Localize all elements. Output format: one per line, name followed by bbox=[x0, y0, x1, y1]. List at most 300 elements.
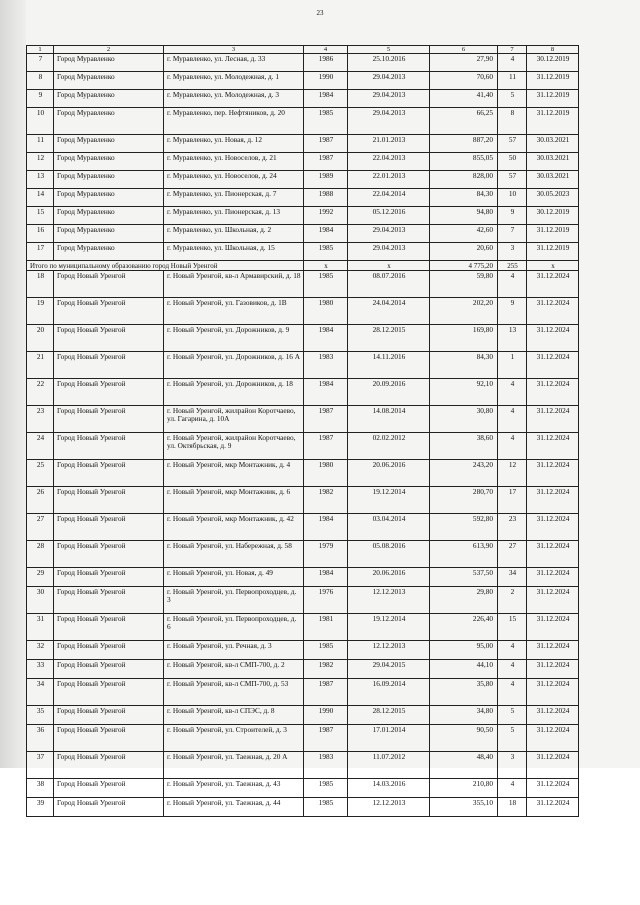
address: г. Новый Уренгой, жилрайон Коротчаево, ул. Октябрьская, д. 9 bbox=[164, 433, 304, 460]
recognition-date: 29.04.2013 bbox=[348, 243, 430, 261]
build-year: 1985 bbox=[304, 798, 348, 817]
table-row bbox=[27, 752, 579, 779]
table-row bbox=[27, 514, 579, 541]
address: г. Муравленко, ул. Новая, д. 12 bbox=[164, 135, 304, 153]
residents-count: 2 bbox=[498, 587, 527, 614]
recognition-date: 02.02.2012 bbox=[348, 433, 430, 460]
table-row bbox=[27, 587, 579, 614]
row-number: 24 bbox=[27, 433, 54, 460]
address: г. Новый Уренгой, ул. Дорожников, д. 18 bbox=[164, 379, 304, 406]
build-year: 1984 bbox=[304, 379, 348, 406]
recognition-date: 11.07.2012 bbox=[348, 752, 430, 779]
address: г. Муравленко, ул. Молодежная, д. 1 bbox=[164, 72, 304, 90]
table-row bbox=[27, 153, 579, 171]
area: 35,80 bbox=[430, 679, 498, 706]
total-area: 4 775,20 bbox=[430, 261, 498, 271]
municipality: Город Новый Уренгой bbox=[54, 568, 164, 587]
address: г. Новый Уренгой, мкр Монтажник, д. 4 bbox=[164, 460, 304, 487]
table-row bbox=[27, 225, 579, 243]
relocation-deadline: 31.12.2019 bbox=[527, 243, 579, 261]
municipality: Город Муравленко bbox=[54, 153, 164, 171]
build-year: 1983 bbox=[304, 752, 348, 779]
total-row bbox=[27, 261, 579, 271]
area: 94,80 bbox=[430, 207, 498, 225]
build-year: 1982 bbox=[304, 660, 348, 679]
address: г. Новый Уренгой, кв-л Армавирский, д. 18 bbox=[164, 271, 304, 298]
table-row bbox=[27, 108, 579, 135]
relocation-deadline: 30.12.2019 bbox=[527, 207, 579, 225]
residents-count: 17 bbox=[498, 487, 527, 514]
address: г. Муравленко, ул. Молодежная, д. 3 bbox=[164, 90, 304, 108]
relocation-deadline: 31.12.2019 bbox=[527, 108, 579, 135]
area: 84,30 bbox=[430, 352, 498, 379]
row-number: 18 bbox=[27, 271, 54, 298]
column-number-6: 6 bbox=[430, 46, 498, 54]
table-row bbox=[27, 171, 579, 189]
municipality: Город Муравленко bbox=[54, 243, 164, 261]
municipality: Город Новый Уренгой bbox=[54, 541, 164, 568]
build-year: 1987 bbox=[304, 679, 348, 706]
municipality: Город Новый Уренгой bbox=[54, 406, 164, 433]
relocation-deadline: 31.12.2024 bbox=[527, 660, 579, 679]
row-number: 27 bbox=[27, 514, 54, 541]
relocation-deadline: 31.12.2024 bbox=[527, 379, 579, 406]
recognition-date: 14.11.2016 bbox=[348, 352, 430, 379]
address: г. Новый Уренгой, кв-л СМП-700, д. 2 bbox=[164, 660, 304, 679]
area: 243,20 bbox=[430, 460, 498, 487]
municipality: Город Новый Уренгой bbox=[54, 706, 164, 725]
relocation-deadline: 31.12.2024 bbox=[527, 433, 579, 460]
recognition-date: 12.12.2013 bbox=[348, 587, 430, 614]
area: 70,60 bbox=[430, 72, 498, 90]
build-year: 1984 bbox=[304, 225, 348, 243]
address: г. Новый Уренгой, ул. Дорожников, д. 16 А bbox=[164, 352, 304, 379]
total-date: x bbox=[348, 261, 430, 271]
residents-count: 4 bbox=[498, 379, 527, 406]
municipality: Город Новый Уренгой bbox=[54, 325, 164, 352]
municipality: Город Новый Уренгой bbox=[54, 679, 164, 706]
column-number-1: 1 bbox=[27, 46, 54, 54]
recognition-date: 28.12.2015 bbox=[348, 706, 430, 725]
residents-count: 4 bbox=[498, 641, 527, 660]
residents-count: 9 bbox=[498, 298, 527, 325]
column-number-4: 4 bbox=[304, 46, 348, 54]
relocation-deadline: 31.12.2024 bbox=[527, 752, 579, 779]
table-row bbox=[27, 54, 579, 72]
address: г. Муравленко, ул. Школьная, д. 2 bbox=[164, 225, 304, 243]
area: 59,80 bbox=[430, 271, 498, 298]
recognition-date: 29.04.2013 bbox=[348, 72, 430, 90]
residents-count: 57 bbox=[498, 171, 527, 189]
address: г. Новый Уренгой, ул. Дорожников, д. 9 bbox=[164, 325, 304, 352]
column-number-8: 8 bbox=[527, 46, 579, 54]
recognition-date: 05.12.2016 bbox=[348, 207, 430, 225]
relocation-deadline: 30.05.2023 bbox=[527, 189, 579, 207]
build-year: 1989 bbox=[304, 171, 348, 189]
table-row bbox=[27, 243, 579, 261]
relocation-deadline: 31.12.2024 bbox=[527, 460, 579, 487]
residents-count: 57 bbox=[498, 135, 527, 153]
build-year: 1986 bbox=[304, 54, 348, 72]
area: 27,90 bbox=[430, 54, 498, 72]
scan-edge bbox=[0, 0, 26, 768]
municipality: Город Муравленко bbox=[54, 135, 164, 153]
area: 210,80 bbox=[430, 779, 498, 798]
housing-table bbox=[26, 45, 579, 817]
area: 828,00 bbox=[430, 171, 498, 189]
table-row bbox=[27, 568, 579, 587]
table-row bbox=[27, 660, 579, 679]
recognition-date: 20.06.2016 bbox=[348, 568, 430, 587]
municipality: Город Муравленко bbox=[54, 171, 164, 189]
residents-count: 3 bbox=[498, 243, 527, 261]
municipality: Город Новый Уренгой bbox=[54, 641, 164, 660]
row-number: 33 bbox=[27, 660, 54, 679]
residents-count: 13 bbox=[498, 325, 527, 352]
build-year: 1980 bbox=[304, 298, 348, 325]
build-year: 1985 bbox=[304, 108, 348, 135]
recognition-date: 20.06.2016 bbox=[348, 460, 430, 487]
residents-count: 10 bbox=[498, 189, 527, 207]
build-year: 1987 bbox=[304, 135, 348, 153]
relocation-deadline: 31.12.2019 bbox=[527, 90, 579, 108]
row-number: 8 bbox=[27, 72, 54, 90]
residents-count: 1 bbox=[498, 352, 527, 379]
area: 38,60 bbox=[430, 433, 498, 460]
municipality: Город Новый Уренгой bbox=[54, 271, 164, 298]
table-row bbox=[27, 614, 579, 641]
area: 592,80 bbox=[430, 514, 498, 541]
recognition-date: 16.09.2014 bbox=[348, 679, 430, 706]
residents-count: 4 bbox=[498, 660, 527, 679]
table-row bbox=[27, 725, 579, 752]
relocation-deadline: 31.12.2024 bbox=[527, 725, 579, 752]
relocation-deadline: 31.12.2024 bbox=[527, 298, 579, 325]
residents-count: 50 bbox=[498, 153, 527, 171]
municipality: Город Муравленко bbox=[54, 72, 164, 90]
area: 29,80 bbox=[430, 587, 498, 614]
recognition-date: 22.04.2014 bbox=[348, 189, 430, 207]
build-year: 1976 bbox=[304, 587, 348, 614]
build-year: 1990 bbox=[304, 706, 348, 725]
relocation-deadline: 30.03.2021 bbox=[527, 135, 579, 153]
area: 169,80 bbox=[430, 325, 498, 352]
municipality: Город Новый Уренгой bbox=[54, 379, 164, 406]
address: г. Новый Уренгой, кв-л СМП-700, д. 53 bbox=[164, 679, 304, 706]
row-number: 36 bbox=[27, 725, 54, 752]
relocation-deadline: 31.12.2024 bbox=[527, 641, 579, 660]
municipality: Город Новый Уренгой bbox=[54, 352, 164, 379]
table-row bbox=[27, 641, 579, 660]
relocation-deadline: 31.12.2024 bbox=[527, 541, 579, 568]
municipality: Город Новый Уренгой bbox=[54, 798, 164, 817]
recognition-date: 14.08.2014 bbox=[348, 406, 430, 433]
address: г. Муравленко, ул. Лесная, д. 33 bbox=[164, 54, 304, 72]
address: г. Новый Уренгой, ул. Набережная, д. 58 bbox=[164, 541, 304, 568]
relocation-deadline: 31.12.2024 bbox=[527, 614, 579, 641]
relocation-deadline: 31.12.2024 bbox=[527, 352, 579, 379]
recognition-date: 05.08.2016 bbox=[348, 541, 430, 568]
relocation-deadline: 30.12.2019 bbox=[527, 54, 579, 72]
area: 44,10 bbox=[430, 660, 498, 679]
municipality: Город Муравленко bbox=[54, 225, 164, 243]
build-year: 1992 bbox=[304, 207, 348, 225]
address: г. Новый Уренгой, ул. Первопроходцев, д. 6 bbox=[164, 614, 304, 641]
relocation-deadline: 30.03.2021 bbox=[527, 153, 579, 171]
row-number: 38 bbox=[27, 779, 54, 798]
municipality: Город Муравленко bbox=[54, 54, 164, 72]
row-number: 34 bbox=[27, 679, 54, 706]
relocation-deadline: 31.12.2019 bbox=[527, 225, 579, 243]
recognition-date: 21.01.2013 bbox=[348, 135, 430, 153]
address: г. Новый Уренгой, ул. Речная, д. 3 bbox=[164, 641, 304, 660]
build-year: 1984 bbox=[304, 568, 348, 587]
recognition-date: 19.12.2014 bbox=[348, 614, 430, 641]
recognition-date: 25.10.2016 bbox=[348, 54, 430, 72]
recognition-date: 29.04.2013 bbox=[348, 90, 430, 108]
row-number: 11 bbox=[27, 135, 54, 153]
address: г. Муравленко, ул. Новоселов, д. 21 bbox=[164, 153, 304, 171]
total-deadline: x bbox=[527, 261, 579, 271]
area: 202,20 bbox=[430, 298, 498, 325]
build-year: 1990 bbox=[304, 72, 348, 90]
recognition-date: 03.04.2014 bbox=[348, 514, 430, 541]
area: 226,40 bbox=[430, 614, 498, 641]
address: г. Муравленко, пер. Нефтяников, д. 20 bbox=[164, 108, 304, 135]
row-number: 35 bbox=[27, 706, 54, 725]
row-number: 14 bbox=[27, 189, 54, 207]
area: 66,25 bbox=[430, 108, 498, 135]
table-row bbox=[27, 72, 579, 90]
municipality: Город Новый Уренгой bbox=[54, 660, 164, 679]
address: г. Новый Уренгой, ул. Таежная, д. 44 bbox=[164, 798, 304, 817]
address: г. Новый Уренгой, ул. Газовиков, д. 1В bbox=[164, 298, 304, 325]
municipality: Город Новый Уренгой bbox=[54, 298, 164, 325]
residents-count: 27 bbox=[498, 541, 527, 568]
address: г. Новый Уренгой, мкр Монтажник, д. 42 bbox=[164, 514, 304, 541]
area: 280,70 bbox=[430, 487, 498, 514]
residents-count: 4 bbox=[498, 779, 527, 798]
column-number-row bbox=[27, 46, 579, 54]
municipality: Город Новый Уренгой bbox=[54, 487, 164, 514]
recognition-date: 22.01.2013 bbox=[348, 171, 430, 189]
build-year: 1987 bbox=[304, 433, 348, 460]
row-number: 21 bbox=[27, 352, 54, 379]
area: 34,80 bbox=[430, 706, 498, 725]
column-number-3: 3 bbox=[164, 46, 304, 54]
municipality: Город Муравленко bbox=[54, 90, 164, 108]
area: 48,40 bbox=[430, 752, 498, 779]
address: г. Муравленко, ул. Пионерская, д. 13 bbox=[164, 207, 304, 225]
area: 95,00 bbox=[430, 641, 498, 660]
address: г. Новый Уренгой, ул. Новая, д. 49 bbox=[164, 568, 304, 587]
row-number: 7 bbox=[27, 54, 54, 72]
residents-count: 15 bbox=[498, 614, 527, 641]
total-year: x bbox=[304, 261, 348, 271]
area: 42,60 bbox=[430, 225, 498, 243]
build-year: 1982 bbox=[304, 487, 348, 514]
municipality: Город Муравленко bbox=[54, 207, 164, 225]
row-number: 30 bbox=[27, 587, 54, 614]
table-row bbox=[27, 189, 579, 207]
row-number: 25 bbox=[27, 460, 54, 487]
total-label: Итого по муниципальному образованию город Новый Уренгой bbox=[27, 261, 304, 271]
residents-count: 5 bbox=[498, 706, 527, 725]
residents-count: 4 bbox=[498, 406, 527, 433]
relocation-deadline: 31.12.2024 bbox=[527, 798, 579, 817]
recognition-date: 12.12.2013 bbox=[348, 798, 430, 817]
table-row bbox=[27, 207, 579, 225]
build-year: 1987 bbox=[304, 153, 348, 171]
relocation-deadline: 31.12.2019 bbox=[527, 72, 579, 90]
column-number-7: 7 bbox=[498, 46, 527, 54]
row-number: 26 bbox=[27, 487, 54, 514]
residents-count: 18 bbox=[498, 798, 527, 817]
row-number: 37 bbox=[27, 752, 54, 779]
residents-count: 4 bbox=[498, 679, 527, 706]
page-number: 23 bbox=[316, 9, 324, 17]
row-number: 32 bbox=[27, 641, 54, 660]
area: 30,80 bbox=[430, 406, 498, 433]
recognition-date: 29.04.2013 bbox=[348, 225, 430, 243]
residents-count: 34 bbox=[498, 568, 527, 587]
table-row bbox=[27, 352, 579, 379]
relocation-deadline: 31.12.2024 bbox=[527, 587, 579, 614]
row-number: 31 bbox=[27, 614, 54, 641]
residents-count: 5 bbox=[498, 725, 527, 752]
build-year: 1984 bbox=[304, 90, 348, 108]
municipality: Город Новый Уренгой bbox=[54, 587, 164, 614]
municipality: Город Муравленко bbox=[54, 189, 164, 207]
residents-count: 11 bbox=[498, 72, 527, 90]
recognition-date: 28.12.2015 bbox=[348, 325, 430, 352]
row-number: 28 bbox=[27, 541, 54, 568]
recognition-date: 22.04.2013 bbox=[348, 153, 430, 171]
build-year: 1983 bbox=[304, 352, 348, 379]
address: г. Новый Уренгой, ул. Строителей, д. 3 bbox=[164, 725, 304, 752]
table-row bbox=[27, 379, 579, 406]
residents-count: 7 bbox=[498, 225, 527, 243]
row-number: 15 bbox=[27, 207, 54, 225]
table-row bbox=[27, 406, 579, 433]
row-number: 17 bbox=[27, 243, 54, 261]
row-number: 9 bbox=[27, 90, 54, 108]
address: г. Новый Уренгой, ул. Таежная, д. 43 bbox=[164, 779, 304, 798]
address: г. Новый Уренгой, ул. Таежная, д. 20 А bbox=[164, 752, 304, 779]
build-year: 1980 bbox=[304, 460, 348, 487]
table-row bbox=[27, 706, 579, 725]
table-row bbox=[27, 798, 579, 817]
row-number: 20 bbox=[27, 325, 54, 352]
total-qty: 255 bbox=[498, 261, 527, 271]
build-year: 1988 bbox=[304, 189, 348, 207]
relocation-deadline: 31.12.2024 bbox=[527, 514, 579, 541]
table-row bbox=[27, 541, 579, 568]
residents-count: 4 bbox=[498, 433, 527, 460]
residents-count: 4 bbox=[498, 54, 527, 72]
table-row bbox=[27, 271, 579, 298]
municipality: Город Новый Уренгой bbox=[54, 460, 164, 487]
row-number: 12 bbox=[27, 153, 54, 171]
table-row bbox=[27, 487, 579, 514]
municipality: Город Муравленко bbox=[54, 108, 164, 135]
recognition-date: 24.04.2014 bbox=[348, 298, 430, 325]
table-row bbox=[27, 298, 579, 325]
row-number: 23 bbox=[27, 406, 54, 433]
address: г. Новый Уренгой, ул. Первопроходцев, д. 3 bbox=[164, 587, 304, 614]
recognition-date: 29.04.2013 bbox=[348, 108, 430, 135]
area: 41,40 bbox=[430, 90, 498, 108]
table-row bbox=[27, 325, 579, 352]
residents-count: 23 bbox=[498, 514, 527, 541]
table-row bbox=[27, 679, 579, 706]
row-number: 16 bbox=[27, 225, 54, 243]
residents-count: 12 bbox=[498, 460, 527, 487]
row-number: 13 bbox=[27, 171, 54, 189]
build-year: 1981 bbox=[304, 614, 348, 641]
recognition-date: 19.12.2014 bbox=[348, 487, 430, 514]
address: г. Новый Уренгой, жилрайон Коротчаево, ул. Гагарина, д. 10А bbox=[164, 406, 304, 433]
build-year: 1985 bbox=[304, 271, 348, 298]
build-year: 1985 bbox=[304, 779, 348, 798]
residents-count: 3 bbox=[498, 752, 527, 779]
relocation-deadline: 31.12.2024 bbox=[527, 568, 579, 587]
relocation-deadline: 30.03.2021 bbox=[527, 171, 579, 189]
municipality: Город Новый Уренгой bbox=[54, 614, 164, 641]
build-year: 1979 bbox=[304, 541, 348, 568]
area: 613,90 bbox=[430, 541, 498, 568]
column-number-2: 2 bbox=[54, 46, 164, 54]
municipality: Город Новый Уренгой bbox=[54, 514, 164, 541]
recognition-date: 17.01.2014 bbox=[348, 725, 430, 752]
row-number: 39 bbox=[27, 798, 54, 817]
build-year: 1985 bbox=[304, 641, 348, 660]
table-row bbox=[27, 433, 579, 460]
area: 537,50 bbox=[430, 568, 498, 587]
row-number: 29 bbox=[27, 568, 54, 587]
residents-count: 4 bbox=[498, 271, 527, 298]
build-year: 1984 bbox=[304, 514, 348, 541]
recognition-date: 08.07.2016 bbox=[348, 271, 430, 298]
row-number: 22 bbox=[27, 379, 54, 406]
residents-count: 9 bbox=[498, 207, 527, 225]
municipality: Город Новый Уренгой bbox=[54, 779, 164, 798]
relocation-deadline: 31.12.2024 bbox=[527, 706, 579, 725]
table-row bbox=[27, 779, 579, 798]
area: 20,60 bbox=[430, 243, 498, 261]
area: 84,30 bbox=[430, 189, 498, 207]
area: 855,05 bbox=[430, 153, 498, 171]
area: 887,20 bbox=[430, 135, 498, 153]
recognition-date: 29.04.2015 bbox=[348, 660, 430, 679]
recognition-date: 20.09.2016 bbox=[348, 379, 430, 406]
area: 355,10 bbox=[430, 798, 498, 817]
area: 90,50 bbox=[430, 725, 498, 752]
recognition-date: 14.03.2016 bbox=[348, 779, 430, 798]
relocation-deadline: 31.12.2024 bbox=[527, 325, 579, 352]
relocation-deadline: 31.12.2024 bbox=[527, 487, 579, 514]
municipality: Город Новый Уренгой bbox=[54, 725, 164, 752]
municipality: Город Новый Уренгой bbox=[54, 433, 164, 460]
table-row bbox=[27, 460, 579, 487]
recognition-date: 12.12.2013 bbox=[348, 641, 430, 660]
address: г. Муравленко, ул. Новоселов, д. 24 bbox=[164, 171, 304, 189]
residents-count: 5 bbox=[498, 90, 527, 108]
address: г. Новый Уренгой, кв-л СПЭС, д. 8 bbox=[164, 706, 304, 725]
table-row bbox=[27, 90, 579, 108]
build-year: 1987 bbox=[304, 725, 348, 752]
relocation-deadline: 31.12.2024 bbox=[527, 406, 579, 433]
